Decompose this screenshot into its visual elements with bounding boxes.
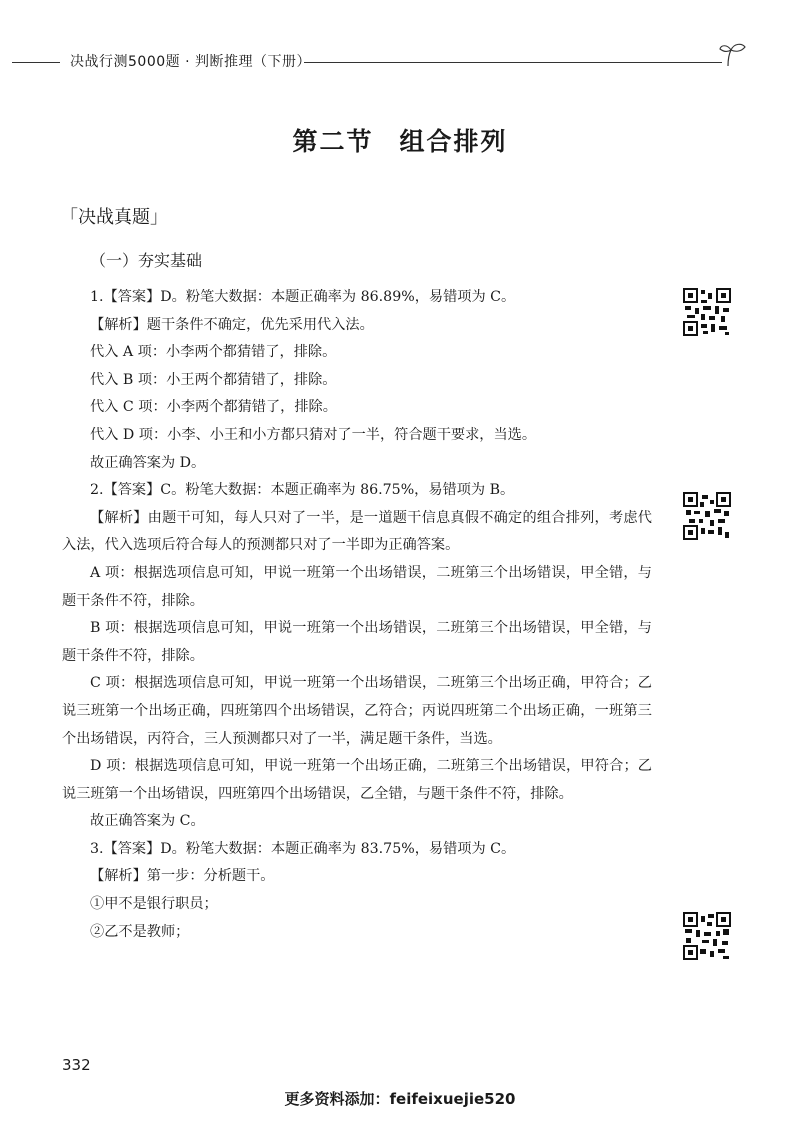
q2-option-d: D 项：根据选项信息可知，甲说一班第一个出场正确，二班第三个出场错误，甲符合；乙说三班第一个出场错误，四班第四个出场错误，乙全错，与题干条件不符，排除。 xyxy=(62,758,652,802)
section-name: 组合排列 xyxy=(399,127,508,156)
q3-condition-1: ①甲不是银行职员； xyxy=(90,896,218,913)
q1-analysis: 【解析】题干条件不确定，优先采用代入法。 xyxy=(90,316,374,333)
q2-conclusion: 故正确答案为 C。 xyxy=(90,813,205,830)
qr-code-icon[interactable] xyxy=(683,492,731,540)
q1-option-d: 代入 D 项：小李、小王和小方都只猜对了一半，符合题干要求，当选。 xyxy=(90,426,537,443)
q1-option-a: 代入 A 项：小李两个都猜错了，排除。 xyxy=(90,344,337,361)
q2-option-a: A 项：根据选项信息可知，甲说一班第一个出场错误，二班第三个出场错误，甲全错，与题干条件不符，排除。 xyxy=(62,564,652,609)
footer-note: 更多资料添加：feifeixuejie520 xyxy=(284,1090,516,1108)
q2-analysis: 【解析】由题干可知，每人只对了一半，是一道题干信息真假不确定的组合排列，考虑代入法，代入选项后符合每人的预测都只对了一半即为正确答案。 xyxy=(62,509,652,554)
section-title xyxy=(0,122,800,158)
qr-code-icon[interactable] xyxy=(683,288,731,336)
qr-code-icon[interactable] xyxy=(683,912,731,960)
q1-conclusion: 故正确答案为 D。 xyxy=(90,454,206,471)
header-rule-right xyxy=(304,62,722,63)
q3-condition-2: ②乙不是教师； xyxy=(90,923,190,940)
q2-option-c: C 项：根据选项信息可知，甲说一班第一个出场错误，二班第三个出场正确，甲符合；乙说三班第一个出场正确，四班第四个出场错误，乙符合；丙说四班第二个出场正确，一班第三个出场错误，丙符合，三人预测都只对了一半，满足题干条件，当选。 xyxy=(62,675,652,747)
q2-answer: 2.【答案】C。粉笔大数据：本题正确率为 86.75%，易错项为 B。 xyxy=(90,482,515,499)
q3-answer: 3.【答案】D。粉笔大数据：本题正确率为 83.75%，易错项为 C。 xyxy=(90,840,516,857)
header-rule-left xyxy=(12,62,60,63)
book-title: 决战行测5000题 · 判断推理（下册） xyxy=(70,54,311,70)
main-text xyxy=(62,284,652,946)
q3-analysis: 【解析】第一步：分析题干。 xyxy=(90,868,275,885)
page-number: 332 xyxy=(62,1056,91,1074)
q2-option-b: B 项：根据选项信息可知，甲说一班第一个出场错误，二班第三个出场错误，甲全错，与题干条件不符，排除。 xyxy=(62,620,652,664)
block-heading: 「决战真题」 xyxy=(60,207,168,228)
q1-option-b: 代入 B 项：小王两个都猜错了，排除。 xyxy=(90,371,337,388)
running-header xyxy=(12,48,752,72)
q1-option-c: 代入 C 项：小李两个都猜错了，排除。 xyxy=(90,399,337,416)
sprout-icon xyxy=(718,42,748,68)
section-number: 第二节 xyxy=(292,127,374,156)
sub-heading: （一）夯实基础 xyxy=(90,251,203,270)
q1-answer: 1.【答案】D。粉笔大数据：本题正确率为 86.89%，易错项为 C。 xyxy=(90,289,516,305)
